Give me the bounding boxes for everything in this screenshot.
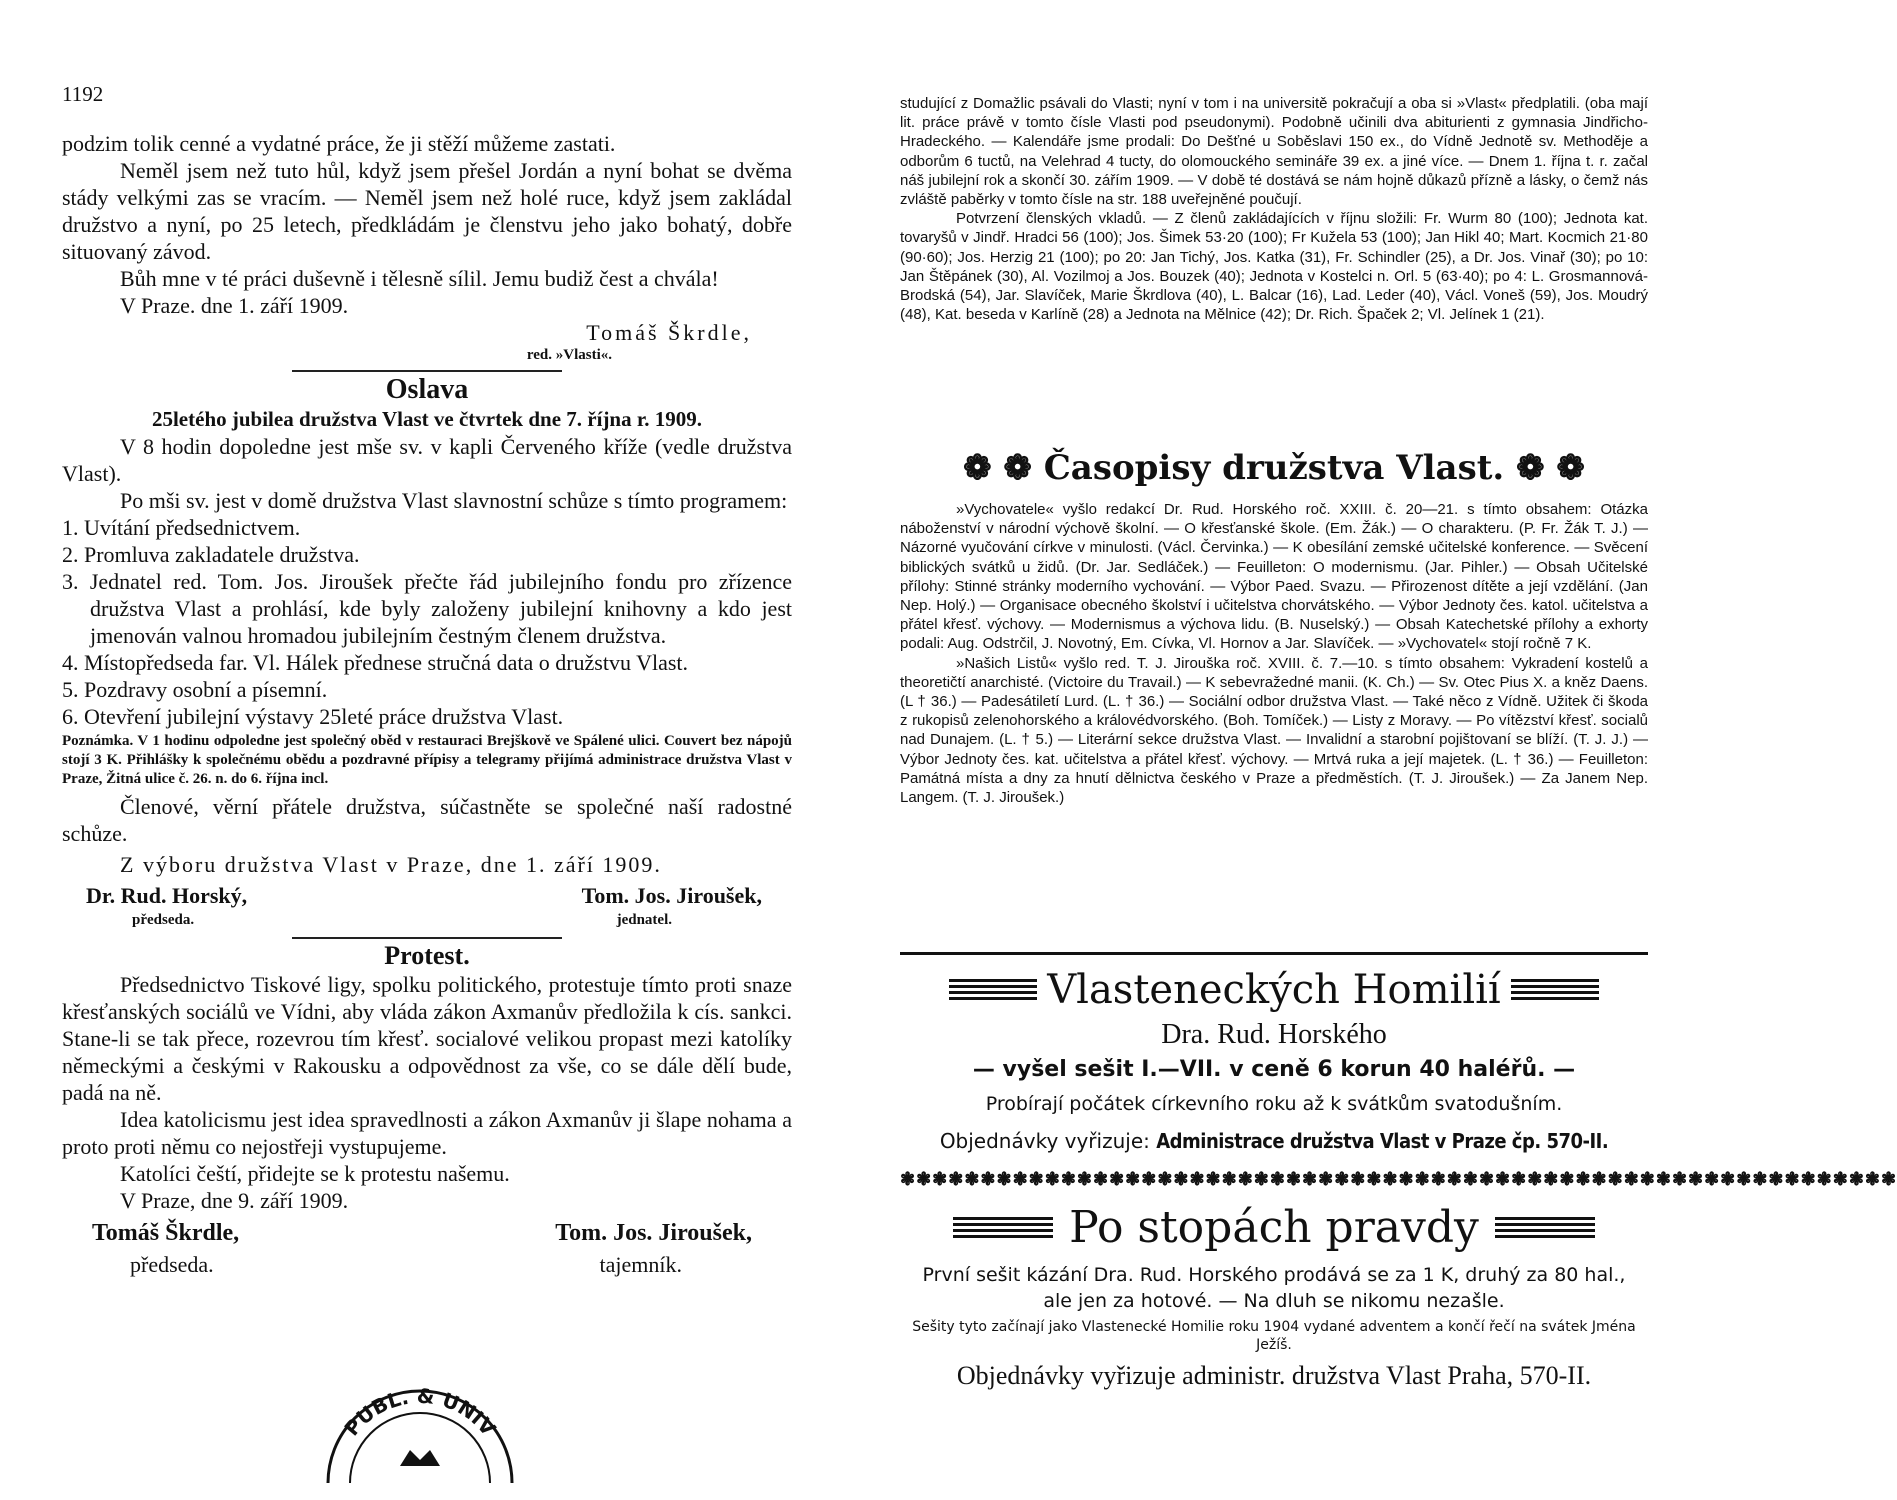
program-item: 2. Promluva zakladatele družstva.: [62, 542, 360, 567]
protest-signatures: [62, 1220, 792, 1247]
poznamka: Poznámka. V 1 hodinu odpoledne jest společný oběd v restauraci Brejškově ve Spálené ulici. Couvert bez nápojů stojí 3 K. Přihlášky k společnému obědu a pozdravné přípisy a telegramy přijímá administrace družstva Vlast v Praze, Žitná ulice č. 26. n. do 6. října incl.: [62, 733, 792, 787]
protest-date: V Praze, dne 9. září 1909.: [120, 1188, 349, 1213]
decorative-bars: [1495, 1217, 1595, 1239]
signature-jirousek: Tom. Jos. Jiroušek,: [581, 883, 762, 908]
paragraph-buh: Bůh mne v té práci duševně i tělesně sílil. Jemu budiž čest a chvála!: [120, 266, 719, 291]
star-divider: ❃❃❃❃❃❃❃❃❃❃❃❃❃❃❃❃❃❃❃❃❃❃❃❃❃❃❃❃❃❃❃❃❃❃❃❃❃❃❃❃❃❃❃❃❃❃❃❃❃❃❃❃❃❃❃❃❃❃❃❃❃❃: [900, 1169, 1897, 1189]
casopisy-title: ❁ ❁ Časopisy družstva Vlast. ❁ ❁: [963, 448, 1585, 488]
decorative-bars: [1511, 979, 1599, 1001]
pravdy-header: [900, 1196, 1648, 1260]
oslava-signature-roles: [62, 909, 792, 931]
page-number: 1192: [62, 82, 104, 106]
signature-jirousek-protest: Tom. Jos. Jiroušek,: [555, 1220, 752, 1246]
program-item: 4. Místopředseda far. Vl. Hálek přednese stručná data o družstvu Vlast.: [62, 650, 689, 675]
right-page: [900, 0, 1897, 1500]
paragraph-vychovatel: »Vychovatele« vyšlo redakcí Dr. Rud. Horského roč. XXIII. č. 20—21. s tímto obsahem: Otázka náboženství v národní výchově školní. — O křesťanské škole. (Em. Žák.) — O charakteru. (P. Fr. Žák T. J.) — Názorné vyučování církve v minulosti. (Václ. Červinka.) — K obesílání zemské učitelské konference. — Svěcení biblických svátků u židů. (Dr. Jar. Sedláček.) — Feuilleton: O modernismu. (Jar. Pihler.) — Obsah Učitelské přílohy: Stinné stránky moderního vychování. — Výbor Paed. Svazu. — Přirozenost dítěte a její vzdělání. (Jan Nep. Holý.) — Organisace obecného školství i učitelstva chorvátského. — Výbor Jednoty čes. katol. učitelstva a přátel křesť. výchovy. — Modernismus a výchova lidu. (B. Nuselský.) — Obsah Katechetské přílohy a exhorty podali: Aug. Odstrčil, J. Novotný, Em. Cívka, Vl. Hornov a Jar. Slavíček. — »Vychovatel« stojí ročně 7 K.: [900, 501, 1648, 653]
oslava-signatures: [62, 882, 792, 909]
pravdy-note: Sešity tyto začínají jako Vlastenecké Homilie roku 1904 vydané adventem a končí řečí na svátek Jména Ježíš.: [912, 1319, 1636, 1353]
paragraph-studujici: studující z Domažlic psávali do Vlasti; nyní v tom i na universitě pokračují a oba si »Vlast« předplatili. (oba mají lit. práce právě v tomto čísle Vlasti pod pseudonymi). Podobně učinili dva abiturienti z gymnasia Jindřicho-Hradeckého. — Kalendáře jsme prodali: Do Dešťné u Soběslavi 150 ex., do Vídně Jednotě sv. Methoděje a odborům 6 tuctů, na Velehrad 4 tucty, do olomouckého semináře 39 ex. a jiné více. — Dnem 1. října t. r. začal náš jubilejní rok a skončí 30. zářím 1909. — V době té dostává se nám hojně důkazů přízně a lásky, o čemž nás zvláště paběrky v tomto čísle na str. 188 uveřejněné poučují.: [900, 95, 1648, 209]
protest-paragraph: Předsednictvo Tiskové ligy, spolku politického, protestuje tímto proti snaze křesťanských sociálů ve Vídni, aby vláda zákon Axmanův předložila k cís. sankci. Stane-li se tak přece, rozevrou tím křesť. socialové velikou propast mezi katolíky německými a českými v Rakousku a odpovědnost za vše, co se dále dělí bude, padá na ně.: [62, 972, 792, 1105]
decorative-bars: [953, 1217, 1053, 1239]
order-label: Objednávky vyřizuje:: [939, 1129, 1150, 1153]
signature-skrdle: Tomáš Škrdle,: [586, 320, 752, 345]
oslava-program-intro: Po mši sv. jest v domě družstva Vlast slavnostní schůze s tímto programem:: [120, 488, 788, 513]
program-item: 6. Otevření jubilejní výstavy 25leté práce družstva Vlast.: [62, 704, 564, 729]
order-value: Administrace družstva Vlast v Praze čp. 570-II.: [1156, 1129, 1609, 1153]
homilii-author: Dra. Rud. Horského: [1161, 1019, 1387, 1050]
crown-icon: [400, 1450, 440, 1466]
pravdy-order: Objednávky vyřizuje administr. družstva Vlast Praha, 570-II.: [956, 1361, 1592, 1390]
divider: [292, 370, 562, 372]
oslava-invitation: Členové, věrní přátele družstva, súčastněte se společné naší radostné schůze.: [62, 794, 792, 846]
signature-skrdle-protest: Tomáš Škrdle,: [92, 1220, 240, 1246]
oslava-subtitle: 25letého jubilea družstva Vlast ve čtvrtek dne 7. října r. 1909.: [151, 407, 703, 431]
oslava-title: Oslava: [385, 374, 469, 405]
homilii-title: Vlasteneckých Homilií: [1047, 967, 1501, 1013]
divider: [900, 952, 1648, 955]
program-item: 3. Jednatel red. Tom. Jos. Jiroušek přečte řád jubilejního fondu pro zřízence družstva Vlast a prohlásí, kde byly založeny jubilejní knihovny a kdo jest jmenován valnou hromadou jubilejním čestným členem družstva.: [62, 569, 792, 648]
program-item: 1. Uvítání předsednictvem.: [62, 515, 301, 540]
pravdy-title: Po stopách pravdy: [1069, 1202, 1479, 1253]
homilii-description: Probírají počátek církevního roku až k svátkům svatodušním.: [985, 1093, 1563, 1115]
stamp-text: PUBL. & UNIV: [339, 1383, 501, 1441]
pravdy-description: První sešit kázání Dra. Rud. Horského prodává se za 1 K, druhý za 80 hal., ale jen za hotové. — Na dluh se nikomu nezašle.: [922, 1264, 1626, 1312]
right-column-text: [900, 94, 1648, 324]
casopisy-text: [900, 500, 1648, 807]
stamp-seal: [320, 1368, 520, 1483]
decorative-bars: [949, 979, 1037, 1001]
divider: [292, 937, 562, 939]
left-page: [62, 0, 792, 1500]
program-list: [62, 514, 792, 730]
protest-signature-roles: [62, 1251, 792, 1278]
program-item: 5. Pozdravy osobní a písemní.: [62, 677, 328, 702]
protest-paragraph: Idea katolicismu jest idea spravedlnosti a zákon Axmanův ji šlape nohama a proto proti němu co nejostřeji vystupujeme.: [62, 1107, 792, 1159]
paragraph-vklady: Potvrzení členských vkladů. — Z členů zakládajících v říjnu složili: Fr. Wurm 80 (100); Jednota kat. tovaryšů v Jindř. Hradci 56 (100); Jos. Šimek 53·20 (100); Fr Kužela 53 (100); Jan Hikl 40; Mart. Kocmich 21·80 (90·60); Jos. Herzig 21 (100); po 20: Jan Tichý, Jos. Katka (31), Fr. Schindler (25), a Dr. Jos. Vinař (30); po 10: Jan Štěpánek (30), Al. Vozilmoj a Jos. Bouzek (40); Jednota v Kostelci n. Orl. 5 (63·40); po 4: L. Grosmannová-Brodská (54), Jar. Slavíček, Marie Škrdlova (40), L. Balcar (16), Lad. Leder (40), Václ. Voneš (59), Jos. Moudrý (48), Kat. beseda v Karlíně (28) a Jednota na Mělnice (42); Dr. Rich. Špaček 2; Vl. Jelínek 1 (21).: [900, 210, 1648, 324]
role-jednatel: jednatel.: [616, 912, 672, 928]
paragraph-jordan: Neměl jsem než tuto hůl, když jsem přešel Jordán a nyní bohat se dvěma stády velkými zas se vracím. — Neměl jsem než holé ruce, když jsem zakládal družstvo a nyní, po 25 letech, předkládám je členstvu jeho jako bohatý, dobře situovaný závod.: [62, 158, 792, 264]
left-column-text: [62, 130, 792, 1278]
protest-paragraph: Katolíci čeští, přidejte se k protestu našemu.: [120, 1161, 510, 1186]
role-predseda: předseda.: [132, 912, 195, 928]
paragraph-nase-listy: »Našich Listů« vyšlo red. T. J. Jirouška roč. XVIII. č. 7.—10. s tímto obsahem: Vykradení kostelů a theoretičtí anarchisté. (Victoire du Travail.) — K sebevražedné manii. (K. Ch.) — Sv. Otec Pius X. a kněz Daens. (L † 36.) — Padesátiletí Lurd. (L. † 36.) — Sociální odbor družstva Vlast. — Také něco z Vídně. Užitek či škoda z rukopisů zelenohorského a královédvorského. (Boh. Tomíček.) — Listy z Moravy. — Po vítězství křesť. socialů nad Dunajem. (L. † 5.) — Literární sekce družstva Vlast. — Invalidní a starobní pojištovaní se blíží. (T. J. J.) — Výbor Jednoty čes. kat. učitelstva a přátel křesť. výchovy. — Mrtvá ruka a její majetek. (L. † 36.) — Feuilleton: Památná místa a dny za hnutí dělnictva českého v Praze a předměstích. (T. J. Jiroušek.) — Za Janem Nep. Langem. (T. J. Jiroušek.): [900, 654, 1648, 807]
oslava-committee: Z výboru družstva Vlast v Praze, dne 1. září 1909.: [120, 852, 662, 877]
role-tajemnik: tajemník.: [599, 1252, 682, 1277]
homilii-order: [900, 1124, 1648, 1158]
protest-title: Protest.: [384, 941, 470, 970]
oslava-mass: V 8 hodin dopoledne jest mše sv. v kapli Červeného kříže (vedle družstva Vlast).: [62, 434, 792, 486]
signature-horsky: Dr. Rud. Horský,: [86, 883, 248, 908]
signature-skrdle-role: red. »Vlasti«.: [526, 347, 612, 363]
role-predseda-protest: předseda.: [130, 1252, 214, 1277]
paragraph-intro: podzim tolik cenné a vydatné práce, že ji stěží můžeme zastati.: [62, 131, 616, 156]
homilii-sesit: — vyšel sešit I.—VII. v ceně 6 korun 40 haléřů. —: [972, 1057, 1576, 1082]
homilii-header: [900, 962, 1648, 1018]
paragraph-date: V Praze. dne 1. září 1909.: [120, 293, 349, 318]
